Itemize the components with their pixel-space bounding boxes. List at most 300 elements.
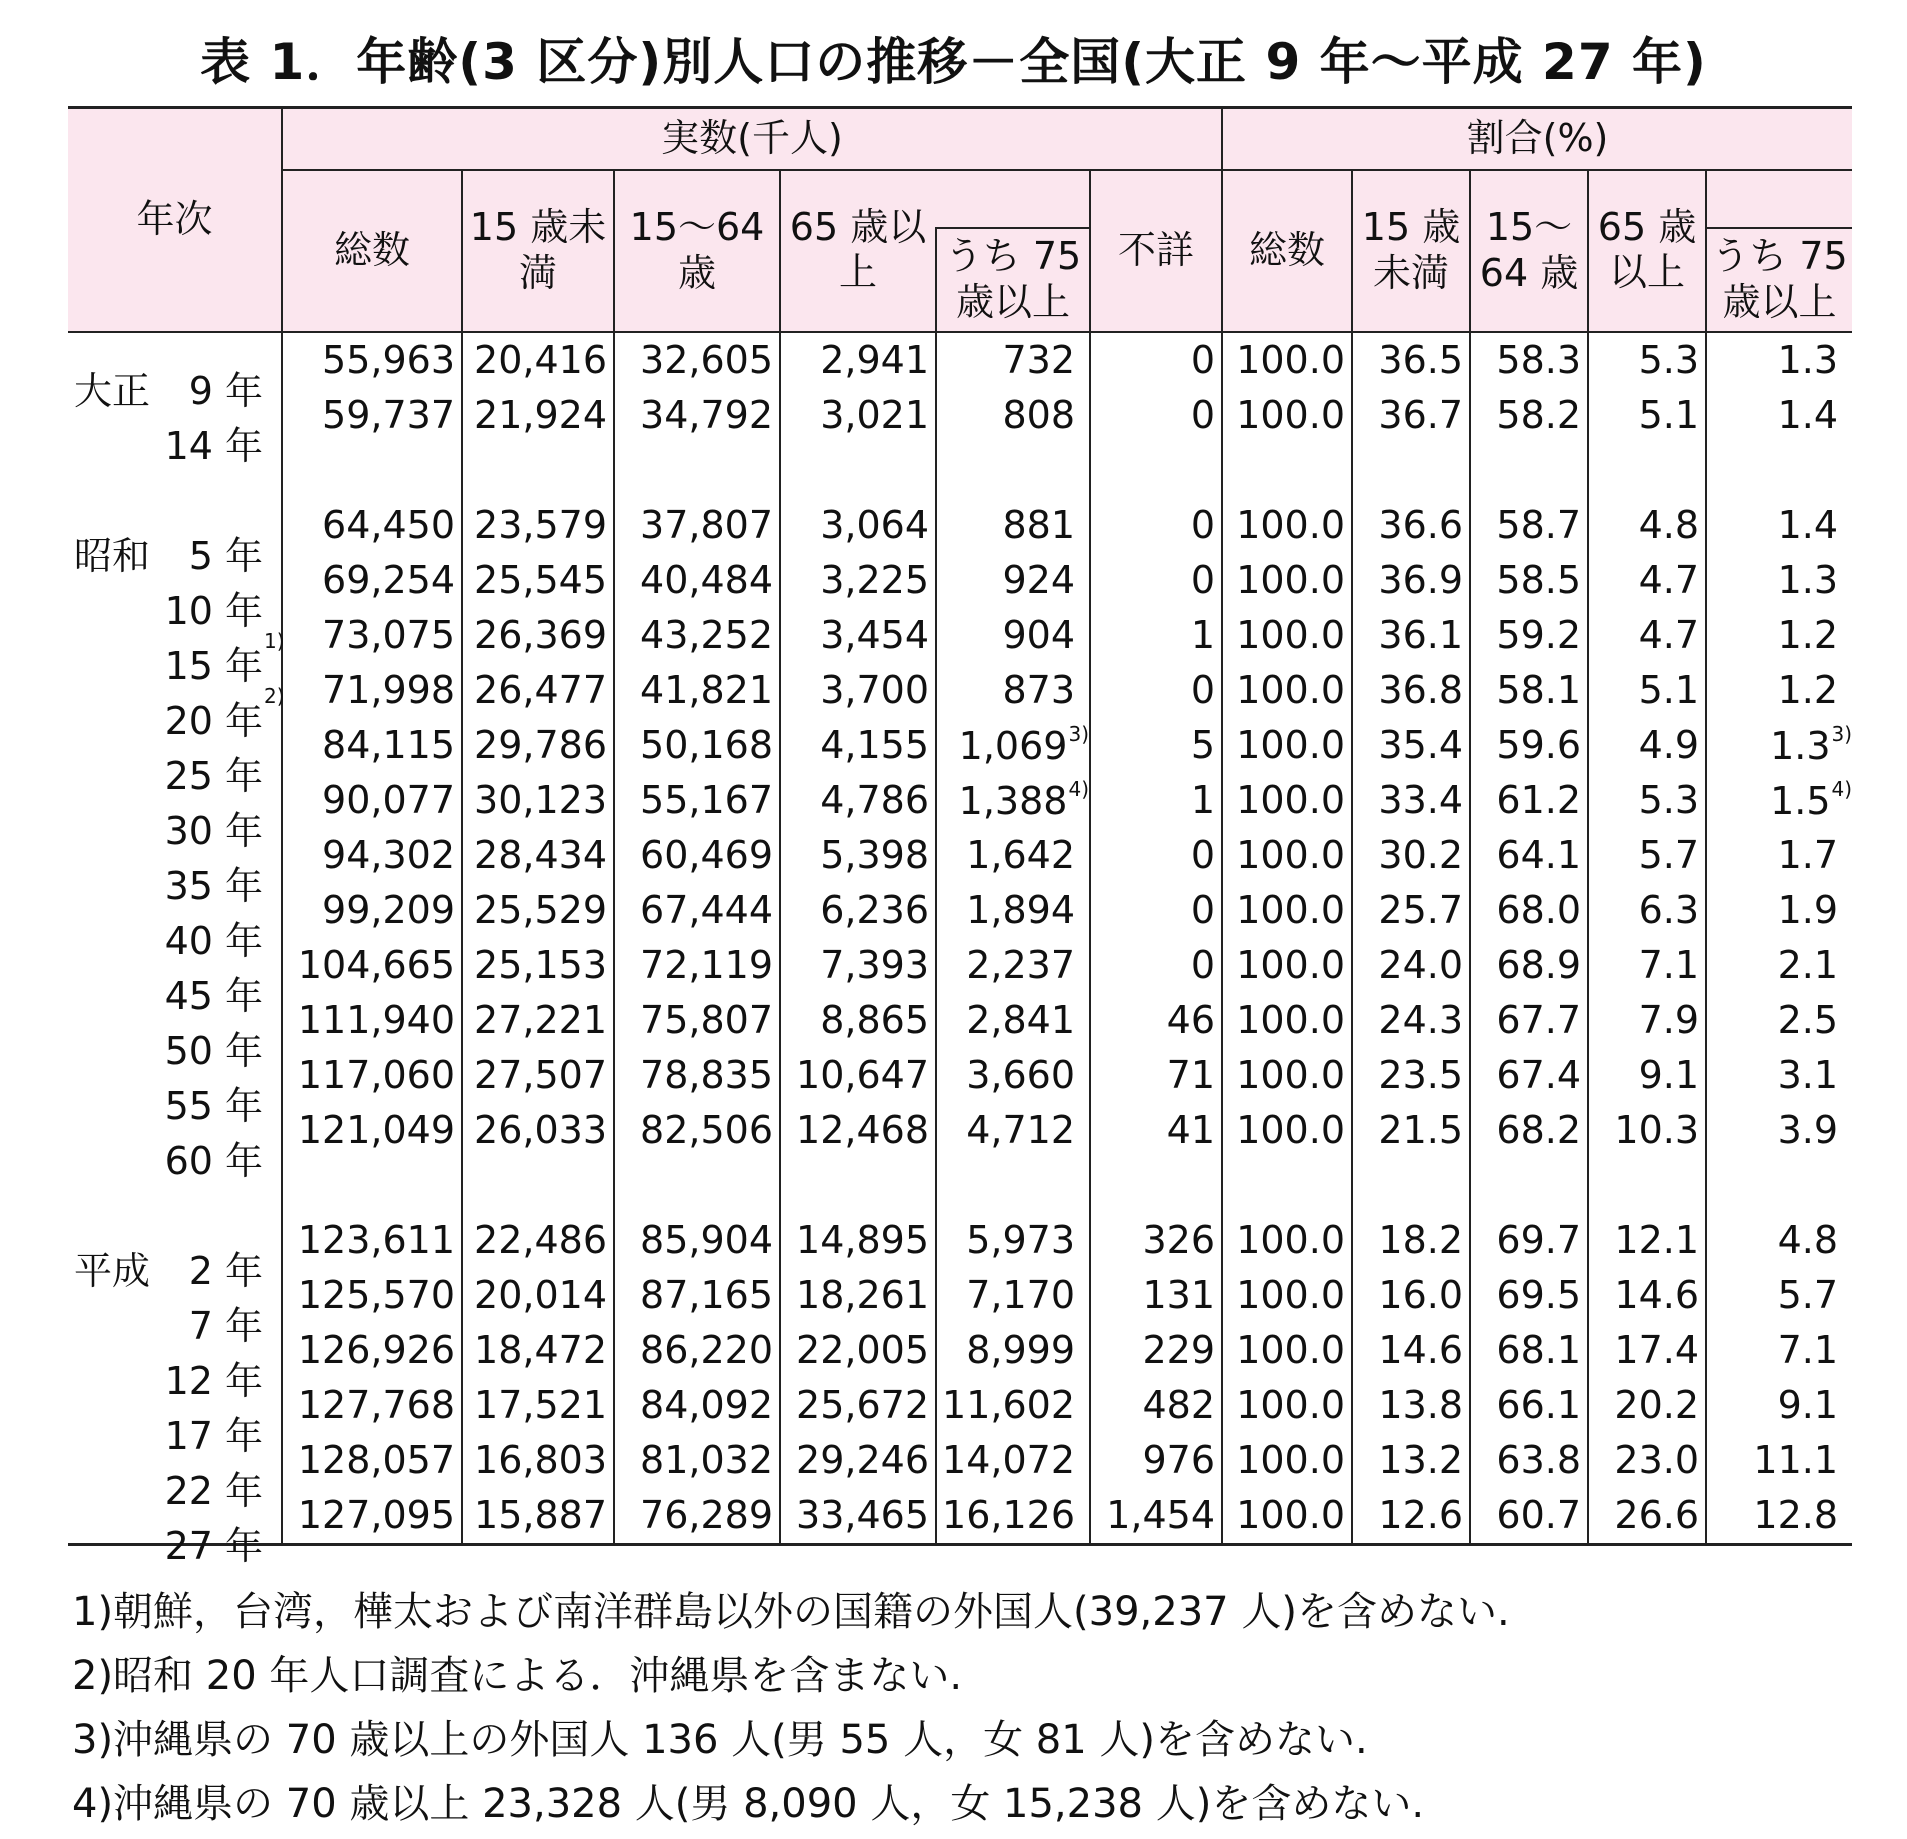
year-text: 30 年 xyxy=(164,809,263,853)
value-text: 924 xyxy=(1002,558,1075,602)
value-cell xyxy=(1470,828,1588,883)
value-text: 41,821 xyxy=(640,668,773,712)
value-text: 123,611 xyxy=(297,1218,455,1262)
value-text: 0 xyxy=(1190,503,1215,547)
value-cell xyxy=(1706,663,1852,718)
value-cell xyxy=(1706,773,1852,828)
value-text: 0 xyxy=(1190,833,1215,877)
year-text: 7 年 xyxy=(188,1304,263,1348)
value-text: 36.8 xyxy=(1378,668,1463,712)
value-cell xyxy=(282,332,462,388)
value-cell xyxy=(1352,608,1470,663)
value-cell xyxy=(780,388,936,443)
value-cell xyxy=(936,608,1090,663)
value-text: 71,998 xyxy=(322,668,455,712)
value-cell xyxy=(614,1323,780,1378)
empty-cell xyxy=(1352,443,1470,498)
value-text: 66.1 xyxy=(1496,1383,1581,1427)
value-text: 36.6 xyxy=(1378,503,1463,547)
value-text: 104,665 xyxy=(297,943,455,987)
value-cell xyxy=(936,1378,1090,1433)
year-text: 40 年 xyxy=(164,919,263,963)
value-cell xyxy=(1706,388,1852,443)
value-cell xyxy=(462,883,614,938)
value-cell xyxy=(1588,828,1706,883)
value-text: 100.0 xyxy=(1236,888,1345,932)
value-text: 7,393 xyxy=(820,943,929,987)
value-text: 17,521 xyxy=(474,1383,607,1427)
value-text: 34,792 xyxy=(640,393,773,437)
value-text: 0 xyxy=(1190,888,1215,932)
value-cell xyxy=(1222,1433,1352,1488)
value-text: 8,865 xyxy=(820,998,929,1042)
value-cell xyxy=(780,1433,936,1488)
value-text: 100.0 xyxy=(1236,1218,1345,1262)
value-text: 100.0 xyxy=(1236,833,1345,877)
footnote-ref: 2) xyxy=(264,684,285,708)
value-text: 14,072 xyxy=(942,1438,1075,1482)
value-cell xyxy=(1352,1378,1470,1433)
value-text: 25,153 xyxy=(474,943,607,987)
value-cell xyxy=(780,773,936,828)
value-cell xyxy=(1588,608,1706,663)
year-text: 12 年 xyxy=(164,1359,263,1403)
spacer-row xyxy=(68,1158,1852,1213)
value-text: 1.2 xyxy=(1777,613,1839,657)
year-cell xyxy=(68,883,282,963)
value-cell xyxy=(1352,1268,1470,1323)
value-text: 25.7 xyxy=(1378,888,1463,932)
footnote-ref: 1) xyxy=(264,629,285,653)
value-cell xyxy=(1470,553,1588,608)
value-cell xyxy=(614,883,780,938)
value-cell xyxy=(1090,1323,1222,1378)
table-row xyxy=(68,993,1852,1048)
value-cell xyxy=(1352,773,1470,828)
value-text: 131 xyxy=(1142,1273,1215,1317)
value-text: 58.1 xyxy=(1496,668,1581,712)
value-cell xyxy=(1470,1103,1588,1158)
value-cell xyxy=(1222,388,1352,443)
value-text: 13.2 xyxy=(1378,1438,1463,1482)
table-row xyxy=(68,1488,1852,1545)
value-cell xyxy=(1588,663,1706,718)
empty-cell xyxy=(1706,443,1852,498)
value-text: 128,057 xyxy=(297,1438,455,1482)
value-text: 7.1 xyxy=(1777,1328,1839,1372)
value-cell xyxy=(936,553,1090,608)
value-cell xyxy=(1090,938,1222,993)
header-15-64: 15～64 歳 xyxy=(614,170,780,332)
value-text: 36.7 xyxy=(1378,393,1463,437)
table-row xyxy=(68,773,1852,828)
value-text: 1.9 xyxy=(1777,888,1839,932)
value-cell xyxy=(1470,993,1588,1048)
value-cell xyxy=(614,1103,780,1158)
value-cell xyxy=(614,388,780,443)
year-cell xyxy=(68,773,282,853)
year-text: 2 年 xyxy=(188,1249,263,1293)
value-text: 78,835 xyxy=(640,1053,773,1097)
value-cell xyxy=(1352,663,1470,718)
value-cell xyxy=(936,883,1090,938)
value-cell xyxy=(1090,993,1222,1048)
value-text: 82,506 xyxy=(640,1108,773,1152)
value-text: 3.9 xyxy=(1777,1108,1839,1152)
year-cell xyxy=(68,388,282,468)
value-cell xyxy=(1222,773,1352,828)
value-cell xyxy=(780,993,936,1048)
empty-cell xyxy=(1588,1158,1706,1213)
value-cell xyxy=(282,663,462,718)
value-cell xyxy=(1706,1048,1852,1103)
footnote-2: 2)昭和 20 年人口調査による．沖縄県を含まない. xyxy=(72,1653,963,1699)
value-text: 100.0 xyxy=(1236,943,1345,987)
value-cell xyxy=(936,828,1090,883)
value-text: 11.1 xyxy=(1753,1438,1839,1482)
header-ratio-15-64: 15～64 歳 xyxy=(1470,170,1588,332)
year-text: 50 年 xyxy=(164,1029,263,1073)
value-cell xyxy=(1470,498,1588,553)
value-text: 127,768 xyxy=(297,1383,455,1427)
value-cell xyxy=(282,1213,462,1268)
value-cell xyxy=(1222,1048,1352,1103)
value-cell xyxy=(936,498,1090,553)
value-text: 18,261 xyxy=(796,1273,929,1317)
value-cell xyxy=(1222,938,1352,993)
value-cell xyxy=(936,938,1090,993)
value-text: 100.0 xyxy=(1236,778,1345,822)
value-cell xyxy=(462,498,614,553)
header-75plus: うち 75 歳以上 xyxy=(936,228,1090,332)
value-cell xyxy=(1470,663,1588,718)
value-text: 17.4 xyxy=(1614,1328,1699,1372)
value-cell xyxy=(1588,1213,1706,1268)
value-text: 20.2 xyxy=(1614,1383,1699,1427)
value-text: 18.2 xyxy=(1378,1218,1463,1262)
value-text: 16.0 xyxy=(1378,1273,1463,1317)
value-text: 2.1 xyxy=(1777,943,1839,987)
empty-cell xyxy=(780,443,936,498)
value-text: 1.4 xyxy=(1777,393,1839,437)
value-cell xyxy=(1090,828,1222,883)
year-cell xyxy=(68,1323,282,1403)
value-text: 1.2 xyxy=(1777,668,1839,712)
value-text: 68.9 xyxy=(1496,943,1581,987)
value-cell xyxy=(282,553,462,608)
value-cell xyxy=(780,718,936,773)
year-cell xyxy=(68,498,282,578)
value-cell xyxy=(780,883,936,938)
value-text: 26,477 xyxy=(474,668,607,712)
value-text: 35.4 xyxy=(1378,723,1463,767)
value-cell xyxy=(462,1048,614,1103)
value-text: 25,529 xyxy=(474,888,607,932)
value-text: 58.5 xyxy=(1496,558,1581,602)
value-cell xyxy=(1222,1378,1352,1433)
value-text: 9.1 xyxy=(1777,1383,1839,1427)
value-text: 55,167 xyxy=(640,778,773,822)
population-table xyxy=(68,106,1853,1568)
value-cell xyxy=(614,498,780,553)
year-cell xyxy=(68,1488,282,1568)
value-cell xyxy=(1352,1048,1470,1103)
value-text: 100.0 xyxy=(1236,338,1345,382)
table-row xyxy=(68,1323,1852,1378)
value-cell xyxy=(1706,718,1852,773)
value-text: 26,369 xyxy=(474,613,607,657)
value-text: 63.8 xyxy=(1496,1438,1581,1482)
value-text: 90,077 xyxy=(322,778,455,822)
value-text: 7.1 xyxy=(1638,943,1699,987)
value-text: 18,472 xyxy=(474,1328,607,1372)
value-text: 0 xyxy=(1190,558,1215,602)
value-text: 127,095 xyxy=(297,1493,455,1537)
value-cell xyxy=(1222,828,1352,883)
value-text: 43,252 xyxy=(640,613,773,657)
value-cell xyxy=(282,388,462,443)
value-text: 26,033 xyxy=(474,1108,607,1152)
empty-cell xyxy=(1470,1158,1588,1213)
value-cell xyxy=(1470,1433,1588,1488)
value-cell xyxy=(462,1433,614,1488)
value-text: 1.5 xyxy=(1770,779,1831,823)
era-label: 平成 xyxy=(74,1249,151,1293)
value-cell xyxy=(1706,1488,1852,1545)
value-cell xyxy=(1470,883,1588,938)
value-text: 100.0 xyxy=(1236,1493,1345,1537)
value-cell xyxy=(1470,718,1588,773)
empty-cell xyxy=(1706,1158,1852,1213)
value-text: 3,454 xyxy=(820,613,929,657)
value-cell xyxy=(614,828,780,883)
value-text: 10,647 xyxy=(796,1053,929,1097)
value-cell xyxy=(936,1268,1090,1323)
value-cell xyxy=(1222,1103,1352,1158)
value-cell xyxy=(1090,773,1222,828)
value-cell xyxy=(780,332,936,388)
value-cell xyxy=(936,718,1090,773)
value-text: 85,904 xyxy=(640,1218,773,1262)
value-cell xyxy=(462,1488,614,1545)
value-text: 84,092 xyxy=(640,1383,773,1427)
value-cell xyxy=(1470,608,1588,663)
value-text: 6.3 xyxy=(1638,888,1699,932)
value-cell xyxy=(780,1103,936,1158)
year-label xyxy=(165,1515,263,1570)
footnote-ref: 4) xyxy=(1068,777,1089,801)
value-cell xyxy=(462,1268,614,1323)
value-cell xyxy=(462,1323,614,1378)
value-cell xyxy=(1090,663,1222,718)
value-cell xyxy=(614,332,780,388)
value-text: 2,237 xyxy=(966,943,1075,987)
value-cell xyxy=(282,883,462,938)
empty-cell xyxy=(1352,1158,1470,1213)
value-text: 76,289 xyxy=(640,1493,773,1537)
value-text: 25,545 xyxy=(474,558,607,602)
value-text: 100.0 xyxy=(1236,393,1345,437)
table-header xyxy=(68,108,1852,332)
value-cell xyxy=(462,388,614,443)
value-cell xyxy=(1090,883,1222,938)
year-cell xyxy=(68,1268,282,1348)
value-text: 67.4 xyxy=(1496,1053,1581,1097)
value-text: 21,924 xyxy=(474,393,607,437)
header-75-spacer xyxy=(936,170,1090,228)
value-text: 5,973 xyxy=(966,1218,1075,1262)
value-cell xyxy=(1588,718,1706,773)
table-row xyxy=(68,828,1852,883)
value-text: 0 xyxy=(1190,668,1215,712)
empty-cell xyxy=(1470,443,1588,498)
value-cell xyxy=(936,1488,1090,1545)
value-cell xyxy=(462,553,614,608)
value-text: 100.0 xyxy=(1236,1328,1345,1372)
value-text: 22,005 xyxy=(796,1328,929,1372)
value-text: 12.8 xyxy=(1753,1493,1839,1537)
value-cell xyxy=(780,1378,936,1433)
value-text: 5.3 xyxy=(1638,778,1699,822)
value-text: 1,454 xyxy=(1106,1493,1215,1537)
value-text: 68.0 xyxy=(1496,888,1581,932)
value-cell xyxy=(1352,1103,1470,1158)
year-cell xyxy=(68,1433,282,1513)
table-row xyxy=(68,388,1852,443)
year-cell xyxy=(68,1103,282,1183)
value-text: 1,069 xyxy=(958,724,1068,768)
value-text: 100.0 xyxy=(1236,1108,1345,1152)
value-cell xyxy=(780,608,936,663)
value-cell xyxy=(1706,1323,1852,1378)
value-text: 808 xyxy=(1002,393,1075,437)
value-cell xyxy=(780,663,936,718)
value-text: 23.0 xyxy=(1614,1438,1699,1482)
value-cell xyxy=(1352,1488,1470,1545)
value-text: 5.7 xyxy=(1638,833,1699,877)
footnote-1: 1)朝鮮，台湾，樺太および南洋群島以外の国籍の外国人(39,237 人)を含めない. xyxy=(72,1589,1510,1635)
value-text: 21.5 xyxy=(1378,1108,1463,1152)
value-cell xyxy=(462,1213,614,1268)
header-unknown: 不詳 xyxy=(1090,170,1222,332)
value-text: 22,486 xyxy=(474,1218,607,1262)
value-text: 3.1 xyxy=(1777,1053,1839,1097)
value-text: 1.7 xyxy=(1777,833,1839,877)
year-cell xyxy=(68,993,282,1073)
table-row xyxy=(68,1103,1852,1158)
value-cell xyxy=(1470,1268,1588,1323)
value-text: 100.0 xyxy=(1236,668,1345,712)
table-row xyxy=(68,553,1852,608)
era-label: 昭和 xyxy=(74,534,151,578)
value-text: 75,807 xyxy=(640,998,773,1042)
value-text: 8,999 xyxy=(966,1328,1075,1372)
value-cell xyxy=(780,938,936,993)
value-text: 1,894 xyxy=(966,888,1075,932)
value-text: 10.3 xyxy=(1614,1108,1699,1152)
value-cell xyxy=(936,1213,1090,1268)
value-cell xyxy=(1352,1213,1470,1268)
value-text: 126,926 xyxy=(297,1328,455,1372)
value-text: 36.9 xyxy=(1378,558,1463,602)
value-cell xyxy=(1090,1433,1222,1488)
header-ratio-75-spacer xyxy=(1706,170,1852,228)
value-text: 59,737 xyxy=(322,393,455,437)
value-cell xyxy=(614,1488,780,1545)
value-cell xyxy=(1352,1323,1470,1378)
value-text: 64.1 xyxy=(1496,833,1581,877)
value-text: 14,895 xyxy=(796,1218,929,1262)
value-text: 3,700 xyxy=(820,668,929,712)
year-label xyxy=(165,415,263,470)
value-text: 16,126 xyxy=(942,1493,1075,1537)
value-text: 69.7 xyxy=(1496,1218,1581,1262)
value-cell xyxy=(462,993,614,1048)
value-cell xyxy=(1588,883,1706,938)
value-text: 9.1 xyxy=(1638,1053,1699,1097)
value-text: 55,963 xyxy=(322,338,455,382)
value-cell xyxy=(282,1378,462,1433)
header-ratio-under15: 15 歳未満 xyxy=(1352,170,1470,332)
empty-cell xyxy=(282,1158,462,1213)
value-cell xyxy=(1706,1433,1852,1488)
value-cell xyxy=(282,993,462,1048)
value-text: 84,115 xyxy=(322,723,455,767)
value-cell xyxy=(614,938,780,993)
value-cell xyxy=(1470,332,1588,388)
value-text: 976 xyxy=(1142,1438,1215,1482)
table-row xyxy=(68,1378,1852,1433)
value-cell xyxy=(1222,1488,1352,1545)
value-text: 5 xyxy=(1190,723,1215,767)
value-text: 1.3 xyxy=(1770,724,1831,768)
value-cell xyxy=(1706,993,1852,1048)
value-text: 4.8 xyxy=(1777,1218,1839,1262)
value-text: 1 xyxy=(1190,613,1215,657)
value-cell xyxy=(1588,553,1706,608)
value-text: 64,450 xyxy=(322,503,455,547)
value-cell xyxy=(1352,332,1470,388)
value-text: 16,803 xyxy=(474,1438,607,1482)
value-text: 5.7 xyxy=(1777,1273,1839,1317)
table-row xyxy=(68,718,1852,773)
value-text: 36.5 xyxy=(1378,338,1463,382)
value-text: 87,165 xyxy=(640,1273,773,1317)
value-cell xyxy=(1470,1378,1588,1433)
header-ratio-total: 総数 xyxy=(1222,170,1352,332)
value-text: 58.3 xyxy=(1496,338,1581,382)
value-text: 1,388 xyxy=(958,779,1068,823)
value-cell xyxy=(1222,1213,1352,1268)
value-cell xyxy=(1470,1048,1588,1103)
value-cell xyxy=(1706,332,1852,388)
value-cell xyxy=(780,498,936,553)
value-text: 121,049 xyxy=(297,1108,455,1152)
value-cell xyxy=(1222,883,1352,938)
value-cell xyxy=(936,1323,1090,1378)
value-text: 37,807 xyxy=(640,503,773,547)
value-text: 60.7 xyxy=(1496,1493,1581,1537)
value-text: 24.0 xyxy=(1378,943,1463,987)
value-text: 67.7 xyxy=(1496,998,1581,1042)
value-cell xyxy=(1588,1378,1706,1433)
empty-cell xyxy=(1588,443,1706,498)
value-cell xyxy=(936,388,1090,443)
value-cell xyxy=(1588,993,1706,1048)
value-text: 86,220 xyxy=(640,1328,773,1372)
value-cell xyxy=(282,498,462,553)
value-text: 71 xyxy=(1166,1053,1215,1097)
